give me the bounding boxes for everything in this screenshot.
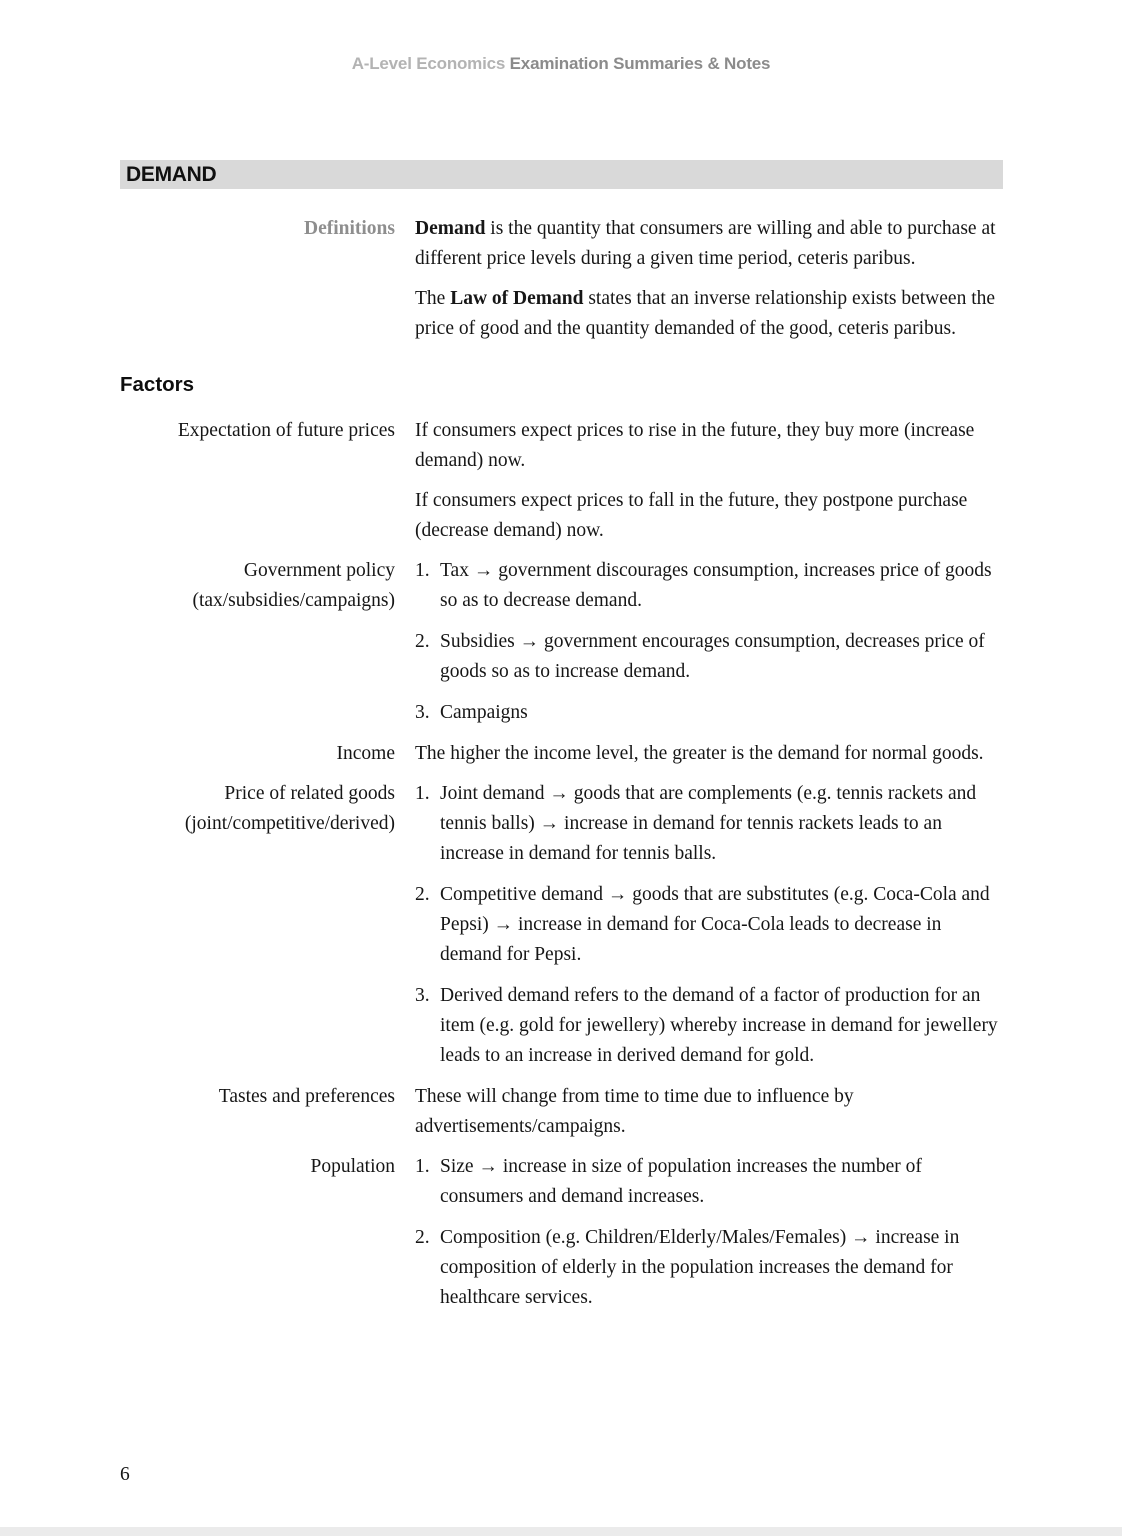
list-item	[415, 779, 1005, 869]
section-title: DEMAND	[126, 162, 217, 186]
factor-list	[415, 1152, 1005, 1324]
list-item-text: Campaigns	[440, 702, 528, 723]
list-item-text: Composition (e.g. Children/Elderly/Males/Females) → increase in composition of elderly in the population increases the demand for healthcare services.	[440, 1227, 960, 1308]
page-content	[120, 214, 1005, 1324]
list-item-text: Derived demand refers to the demand of a factor of production for an item (e.g. gold for jewellery) whereby increase in demand for jewellery leads to an increase in derived demand for gold.	[440, 985, 998, 1066]
list-item	[415, 1152, 1005, 1212]
list-item-number	[415, 627, 440, 687]
factor-row-income	[120, 739, 1005, 779]
definition-term: Demand	[415, 218, 486, 239]
factor-label-line: Population	[310, 1156, 395, 1177]
factors-heading: Factors	[120, 373, 195, 396]
list-item-number	[415, 556, 440, 616]
definition-paragraph	[415, 214, 1005, 274]
list-item-number	[415, 698, 440, 728]
definitions-label: Definitions	[303, 218, 395, 239]
factor-row-expectation-of-future-prices	[120, 416, 1005, 556]
list-item-text: Competitive demand → goods that are substitutes (e.g. Coca-Cola and Pepsi) → increase in demand for Coca-Cola leads to decrease in demand for Pepsi.	[440, 884, 990, 965]
factor-list	[415, 556, 1005, 739]
factor-label-line: Government policy	[243, 560, 395, 581]
definition-text: The	[415, 288, 451, 309]
factor-label	[120, 739, 395, 779]
list-item-number	[415, 1152, 440, 1212]
list-item-text: Joint demand → goods that are complements (e.g. tennis rackets and tennis balls) → increase in demand for tennis rackets leads to an increase in demand for tennis balls.	[440, 783, 977, 864]
factor-body	[415, 416, 1005, 556]
page-number: 6	[120, 1464, 130, 1485]
factor-label-line: Income	[336, 743, 395, 764]
factor-list	[415, 779, 1005, 1082]
factor-body	[415, 1082, 1005, 1152]
list-item-number	[415, 779, 440, 869]
list-item	[415, 556, 1005, 616]
factor-row-tastes-and-preferences	[120, 1082, 1005, 1152]
list-item-text: Subsidies → government encourages consumption, decreases price of goods so as to increase demand.	[440, 631, 985, 682]
factor-label	[120, 1152, 395, 1324]
factor-label-line: Tastes and preferences	[218, 1086, 395, 1107]
list-item-text: Size → increase in size of population increases the number of consumers and demand increases.	[440, 1156, 922, 1207]
factor-label-line: (joint/competitive/derived)	[184, 813, 395, 834]
factor-label-line: Expectation of future prices	[177, 420, 395, 441]
factor-label	[120, 779, 395, 1082]
factor-row-price-of-related-goods	[120, 779, 1005, 1082]
factor-label	[120, 416, 395, 556]
factor-paragraph: If consumers expect prices to rise in the future, they buy more (increase demand) now.	[415, 420, 975, 471]
definition-paragraph	[415, 284, 1005, 344]
factor-label	[120, 556, 395, 739]
running-header-series: A-Level Economics	[351, 54, 506, 73]
factor-paragraph: If consumers expect prices to fall in the future, they postpone purchase (decrease demand) now.	[415, 490, 968, 541]
factor-paragraph: These will change from time to time due to influence by advertisements/campaigns.	[415, 1086, 854, 1137]
section-header-bar	[120, 160, 1003, 189]
list-item-number	[415, 880, 440, 970]
running-header	[0, 54, 1122, 74]
list-item	[415, 880, 1005, 970]
definition-term: Law of Demand	[450, 288, 584, 309]
list-item	[415, 981, 1005, 1071]
factor-label	[120, 1082, 395, 1152]
factor-label-line: (tax/subsidies/campaigns)	[192, 590, 395, 611]
running-header-title: Examination Summaries & Notes	[509, 54, 771, 73]
factor-row-government-policy	[120, 556, 1005, 739]
factor-row-population	[120, 1152, 1005, 1324]
definitions-body	[415, 214, 1005, 354]
factor-body	[415, 739, 1005, 779]
factor-paragraph: The higher the income level, the greater is the demand for normal goods.	[415, 743, 984, 764]
page-bottom-edge	[0, 1527, 1122, 1536]
list-item-number	[415, 1223, 440, 1313]
definition-text: states that an inverse relationship exists between the price of good and the quantity demanded of the good, ceteris paribus.	[415, 288, 996, 339]
list-item-number	[415, 981, 440, 1071]
list-item-text: Tax → government discourages consumption, increases price of goods so as to decrease demand.	[440, 560, 992, 611]
factor-label-line: Price of related goods	[224, 783, 395, 804]
list-item	[415, 627, 1005, 687]
definitions-row	[120, 214, 1005, 354]
definition-text: is the quantity that consumers are willing and able to purchase at different price levels during a given time period, ceteris paribus.	[415, 218, 996, 269]
list-item	[415, 1223, 1005, 1313]
list-item	[415, 698, 1005, 728]
